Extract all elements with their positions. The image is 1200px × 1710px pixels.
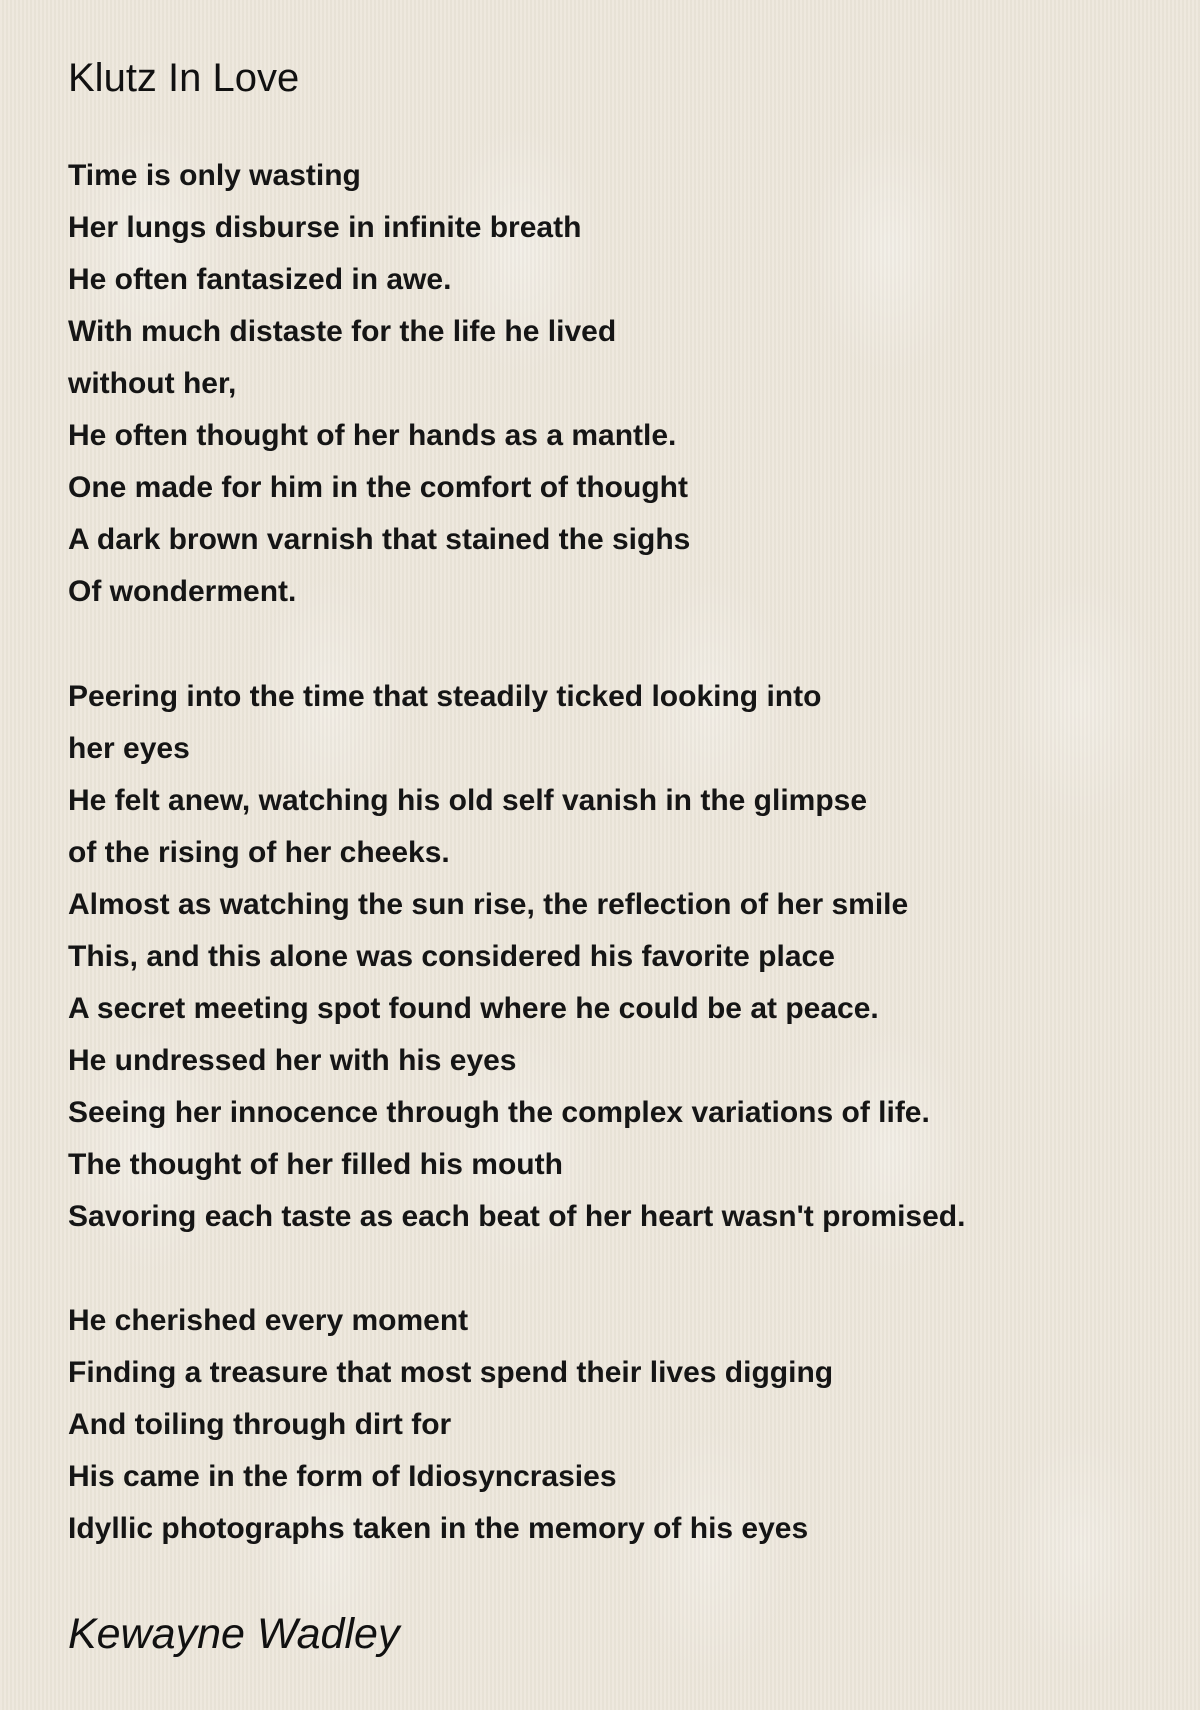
- poem-line: Time is only wasting: [68, 159, 361, 192]
- poem-title: Klutz In Love: [68, 56, 300, 100]
- poem-line: With much distaste for the life he lived: [68, 315, 617, 348]
- poem-line: A secret meeting spot found where he could be at peace.: [68, 992, 879, 1025]
- stanza-1: [68, 150, 690, 618]
- poem-line: This, and this alone was considered his favorite place: [68, 940, 835, 973]
- stanza-3: [68, 1295, 833, 1555]
- poem-line: of the rising of her cheeks.: [68, 836, 450, 869]
- poem-line: Her lungs disburse in infinite breath: [68, 211, 582, 244]
- poem-line: He felt anew, watching his old self vanish in the glimpse: [68, 784, 868, 817]
- poem-line: A dark brown varnish that stained the sighs: [68, 523, 691, 556]
- poem-line: His came in the form of Idiosyncrasies: [68, 1460, 617, 1493]
- poem-line: He often thought of her hands as a mantle.: [68, 419, 677, 452]
- poem-line: He cherished every moment: [68, 1304, 469, 1337]
- poem-line: her eyes: [68, 732, 190, 765]
- stanza-2: [68, 671, 965, 1243]
- poem-line: Peering into the time that steadily ticked looking into: [68, 680, 822, 713]
- poem-line: Almost as watching the sun rise, the reflection of her smile: [68, 888, 909, 921]
- poem-line: He often fantasized in awe.: [68, 263, 452, 296]
- poem-line: The thought of her filled his mouth: [68, 1148, 563, 1181]
- poem-line: Seeing her innocence through the complex variations of life.: [68, 1096, 930, 1129]
- poem-line: And toiling through dirt for: [68, 1408, 452, 1441]
- poem-line: Finding a treasure that most spend their lives digging: [68, 1356, 834, 1389]
- author-name: Kewayne Wadley: [68, 1610, 400, 1658]
- poem-line: One made for him in the comfort of thought: [68, 471, 688, 504]
- poem-line: Idyllic photographs taken in the memory of his eyes: [68, 1512, 809, 1545]
- poem-line: Of wonderment.: [68, 575, 297, 608]
- poem-line: without her,: [68, 367, 237, 400]
- poem-line: He undressed her with his eyes: [68, 1044, 517, 1077]
- poem-line: Savoring each taste as each beat of her heart wasn't promised.: [68, 1200, 966, 1233]
